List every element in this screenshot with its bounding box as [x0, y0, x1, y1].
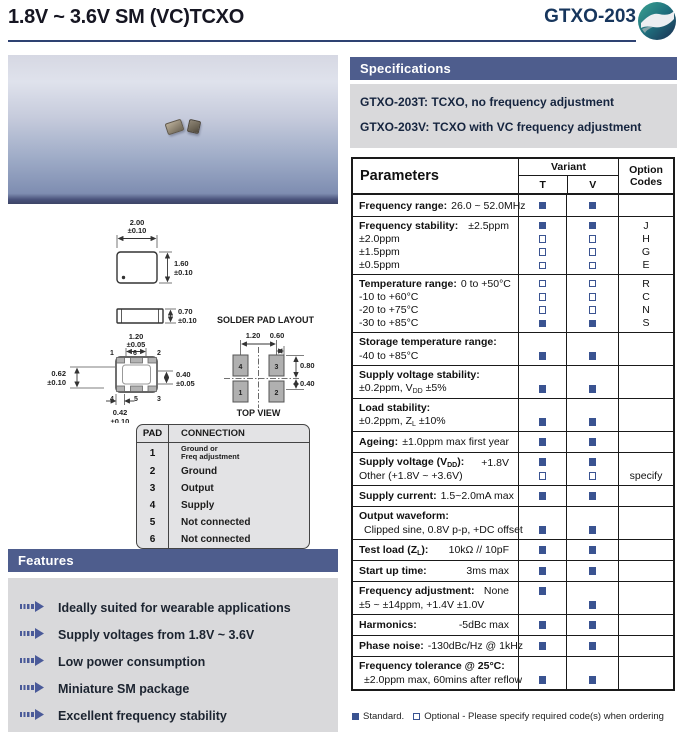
arrow-bullet-icon — [20, 626, 44, 644]
parameter-value: ±2.0ppm max, 60mins after reflow — [364, 673, 523, 686]
parameter-value: ±0.2ppm, $V_{DD} \pm 5\%$ — [359, 382, 447, 395]
parameter-value: 26.0 ~ 52.0MHz — [451, 199, 526, 212]
pad-connection: Not connected — [181, 534, 251, 545]
option-code: R — [642, 277, 650, 290]
filled-square-icon — [589, 458, 597, 466]
filled-square-icon — [589, 567, 597, 575]
parameter-value: -20 to +75°C — [359, 304, 419, 316]
spec-row — [353, 398, 673, 431]
parameter-label: Supply current: — [359, 490, 437, 502]
parameter-label: Temperature range: — [359, 278, 457, 290]
parameter-value: ±0.5ppm — [359, 259, 400, 271]
parameter-value: Clipped sine, 0.8V p-p, +DC offset — [364, 523, 523, 536]
parameter-label: Storage temperature range: — [359, 336, 497, 349]
filled-square-icon — [589, 385, 597, 393]
open-square-icon — [589, 248, 597, 256]
pad-connection-table — [136, 424, 310, 549]
parameter-value: ±1.0ppm max first year — [402, 436, 509, 448]
spec-row — [353, 332, 673, 365]
pad-number: 4 — [137, 497, 169, 514]
spec-row — [353, 656, 673, 689]
option-code: S — [642, 317, 650, 330]
variant-v-header: V — [567, 176, 618, 193]
parameter-value: 10kΩ // 10pF — [448, 544, 509, 556]
pad-number: 1 — [137, 443, 169, 463]
parameter-label: Harmonics: — [359, 619, 417, 631]
filled-square-icon — [539, 222, 547, 230]
dim-bottom-width-tol: ±0.05 — [126, 340, 146, 349]
filled-square-icon — [539, 418, 547, 426]
option-code: N — [642, 304, 650, 317]
option-code: specify — [629, 470, 663, 482]
parameter-label: Frequency stability: — [359, 220, 459, 232]
spec-row — [353, 274, 673, 332]
filled-square-icon — [539, 385, 547, 393]
spec-row — [353, 635, 673, 656]
pad-number: 3 — [137, 480, 169, 497]
spec-row — [353, 365, 673, 398]
parameter-value: ±1.5ppm — [359, 246, 400, 258]
parameter-label: Start up time: — [359, 565, 427, 577]
dim-bottom-bottom: 0.42 — [112, 408, 128, 417]
parameters-table-header — [353, 159, 673, 195]
feature-item — [20, 675, 338, 702]
pad-number: 6 — [137, 531, 169, 548]
parameter-value: +1.8V — [481, 456, 509, 469]
open-square-icon — [589, 293, 597, 301]
spec-table-body — [353, 195, 673, 689]
parameter-label: Phase noise: — [359, 640, 424, 652]
pad-number: 2 — [137, 463, 169, 480]
features-heading: Features — [8, 549, 338, 572]
pad-table-row — [137, 514, 309, 531]
pad-table-row — [137, 531, 309, 548]
pad-table-row — [137, 463, 309, 480]
filled-square-icon — [589, 352, 597, 360]
spec-row — [353, 485, 673, 506]
mechanical-drawing — [8, 205, 345, 423]
open-square-icon — [539, 293, 547, 301]
dim-bottom-right-tol: ±0.05 — [176, 379, 195, 388]
dim-bottom-bottom-tol: ±0.10 — [110, 417, 130, 423]
parameter-label: Ageing: — [359, 436, 399, 448]
pin-number: 2 — [157, 350, 161, 357]
feature-text: Miniature SM package — [58, 681, 190, 696]
feature-item — [20, 702, 338, 729]
pad-connection: Ground — [181, 466, 218, 477]
variant-description-v: GTXO-203V: TCXO with VC frequency adjustment — [360, 120, 642, 134]
filled-square-icon — [539, 621, 547, 629]
spec-row — [353, 614, 673, 635]
open-square-icon — [589, 280, 597, 288]
pad-number: 5 — [137, 514, 169, 531]
filled-square-icon — [589, 621, 597, 629]
option-code: G — [641, 246, 651, 259]
parameter-value: Other (+1.8V ~ +3.6V) — [359, 470, 463, 482]
filled-square-icon — [539, 526, 547, 534]
parameter-label: Load stability: — [359, 402, 431, 414]
filled-square-icon — [539, 492, 547, 500]
features-list — [8, 578, 338, 729]
filled-square-icon — [589, 202, 597, 210]
open-square-icon — [539, 248, 547, 256]
parameter-label: Output waveform: — [359, 510, 449, 523]
pin-number: 3 — [157, 396, 161, 403]
arrow-bullet-icon — [20, 599, 44, 617]
open-square-icon — [539, 235, 547, 243]
variant-descriptions — [350, 84, 677, 148]
parameter-label: Frequency adjustment: — [359, 585, 475, 598]
open-square-icon — [539, 472, 547, 480]
solder-pad-number: 4 — [238, 364, 243, 371]
pad-table-row — [137, 497, 309, 514]
filled-square-icon — [539, 642, 547, 650]
open-square-icon — [589, 306, 597, 314]
spec-row — [353, 581, 673, 614]
spec-row — [353, 539, 673, 560]
solder-pad-number: 1 — [238, 390, 243, 397]
filled-square-icon — [539, 587, 547, 595]
dim-solder-padheight: 0.40 — [300, 379, 315, 388]
dim-side-thickness-tol: ±0.10 — [178, 316, 197, 325]
parameter-value: 3ms max — [466, 565, 509, 577]
parameter-value: ±0.2ppm, $Z_L \pm 10\%$ — [359, 415, 446, 428]
option-code: H — [642, 232, 650, 245]
top-view-label: TOP VIEW — [236, 408, 281, 418]
header — [8, 6, 636, 42]
pad-connection: Not connected — [181, 517, 251, 528]
variant-column-header: Variant — [519, 159, 618, 176]
open-square-icon — [589, 262, 597, 270]
variant-description-t: GTXO-203T: TCXO, no frequency adjustment — [360, 95, 615, 109]
spec-row — [353, 560, 673, 581]
pad-table-row — [137, 443, 309, 463]
parameters-column-header: Parameters — [360, 168, 439, 184]
filled-square-icon — [539, 352, 547, 360]
dim-solder-width: 1.20 — [245, 331, 261, 340]
variant-t-header: T — [539, 178, 546, 191]
pad-col-header: PAD — [137, 425, 169, 442]
option-code: E — [642, 259, 650, 272]
option-code: J — [643, 219, 649, 232]
filled-square-icon — [539, 320, 547, 328]
parameter-value: 0 to +50°C — [460, 278, 511, 290]
tcxo-component-image — [187, 119, 201, 134]
filled-square-icon — [539, 458, 547, 466]
feature-text: Excellent frequency stability — [58, 708, 227, 723]
filled-square-icon — [589, 438, 597, 446]
parameter-value: ±5 ~ ±14ppm, +1.4V ±1.0V — [359, 598, 485, 611]
open-square-icon — [539, 306, 547, 314]
filled-square-icon — [589, 676, 597, 684]
dim-top-width: 2.00 — [129, 218, 145, 227]
dim-side-thickness: 0.70 — [178, 307, 193, 316]
spec-row — [353, 195, 673, 216]
open-square-icon — [413, 713, 420, 720]
spec-row — [353, 452, 673, 485]
filled-square-icon — [589, 526, 597, 534]
parameter-value: 1.5~2.0mA max — [440, 490, 514, 502]
filled-square-icon — [539, 546, 547, 554]
filled-square-icon — [352, 713, 359, 720]
parameter-label: Test load $(Z_L)$: — [359, 543, 429, 557]
feature-item — [20, 648, 338, 675]
dim-top-height-tol: ±0.10 — [174, 268, 193, 277]
solder-pad-layout-heading: SOLDER PAD LAYOUT — [217, 315, 315, 325]
parameter-value: -40 to +85°C — [359, 349, 419, 362]
filled-square-icon — [539, 676, 547, 684]
pin-number: 1 — [110, 350, 114, 357]
specifications-heading: Specifications — [350, 57, 677, 80]
features-section — [8, 578, 338, 732]
pad-table-row — [137, 480, 309, 497]
parameter-value: -5dBc max — [458, 619, 509, 631]
product-photo — [8, 55, 338, 204]
page-title: 1.8V ~ 3.6V SM (VC)TCXO — [8, 6, 244, 28]
dim-bottom-left: 0.62 — [51, 369, 66, 378]
dim-solder-padwidth: 0.60 — [269, 331, 285, 340]
dim-solder-height: 0.80 — [300, 361, 315, 370]
open-square-icon — [539, 280, 547, 288]
parameter-value: None — [483, 585, 509, 598]
filled-square-icon — [589, 492, 597, 500]
filled-square-icon — [589, 418, 597, 426]
feature-item — [20, 621, 338, 648]
feature-text: Low power consumption — [58, 654, 206, 669]
filled-square-icon — [589, 320, 597, 328]
filled-square-icon — [589, 222, 597, 230]
filled-square-icon — [539, 567, 547, 575]
solder-pad-number: 3 — [274, 364, 279, 371]
pad-connection: Ground or Freq adjustment — [181, 443, 240, 461]
legend — [352, 711, 664, 722]
filled-square-icon — [539, 202, 547, 210]
parameters-table — [351, 157, 675, 691]
feature-text: Ideally suited for wearable applications — [58, 600, 291, 615]
option-codes-header: Option Codes — [618, 159, 673, 193]
dim-bottom-right: 0.40 — [176, 370, 191, 379]
dim-top-height: 1.60 — [174, 259, 189, 268]
pin-number: 6 — [133, 350, 137, 357]
dim-bottom-width: 1.20 — [128, 332, 144, 341]
tcxo-component-image — [165, 119, 185, 136]
filled-square-icon — [539, 438, 547, 446]
arrow-bullet-icon — [20, 680, 44, 698]
arrow-bullet-icon — [20, 707, 44, 725]
product-name: GTXO-203 — [544, 6, 636, 27]
feature-item — [20, 594, 338, 621]
dim-bottom-left-tol: ±0.10 — [47, 378, 66, 387]
filled-square-icon — [589, 601, 597, 609]
parameter-label: Supply voltage stability: — [359, 369, 480, 381]
legend-standard: Standard. — [363, 711, 405, 722]
filled-square-icon — [589, 642, 597, 650]
pad-connection: Supply — [181, 500, 215, 511]
open-square-icon — [589, 472, 597, 480]
parameter-value: -10 to +60°C — [359, 291, 419, 303]
spec-row — [353, 431, 673, 452]
spec-row — [353, 506, 673, 539]
parameter-value: -130dBc/Hz @ 1kHz — [427, 640, 524, 652]
legend-optional: Optional - Please specify required code(s) when ordering — [424, 711, 664, 722]
filled-square-icon — [589, 546, 597, 554]
parameter-value: -30 to +85°C — [359, 317, 419, 329]
parameter-label: Frequency range: — [359, 199, 448, 212]
parameter-value: ±2.5ppm — [468, 220, 509, 232]
parameter-value: ±2.0ppm — [359, 233, 400, 245]
parameter-label: Frequency tolerance @ 25°C: — [359, 660, 505, 673]
feature-text: Supply voltages from 1.8V ~ 3.6V — [58, 627, 255, 642]
solder-pad-number: 2 — [274, 390, 279, 397]
company-logo-icon — [638, 2, 676, 40]
pin-number: 4 — [110, 396, 114, 403]
connection-col-header: CONNECTION — [181, 428, 245, 439]
parameter-label: Supply voltage $(V_{DD})$: — [359, 456, 465, 469]
pad-connection: Output — [181, 483, 214, 494]
open-square-icon — [539, 262, 547, 270]
option-code: C — [642, 290, 650, 303]
arrow-bullet-icon — [20, 653, 44, 671]
dim-top-width-tol: ±0.10 — [127, 226, 147, 235]
spec-row — [353, 216, 673, 274]
open-square-icon — [589, 235, 597, 243]
pin-number: 5 — [134, 396, 138, 403]
